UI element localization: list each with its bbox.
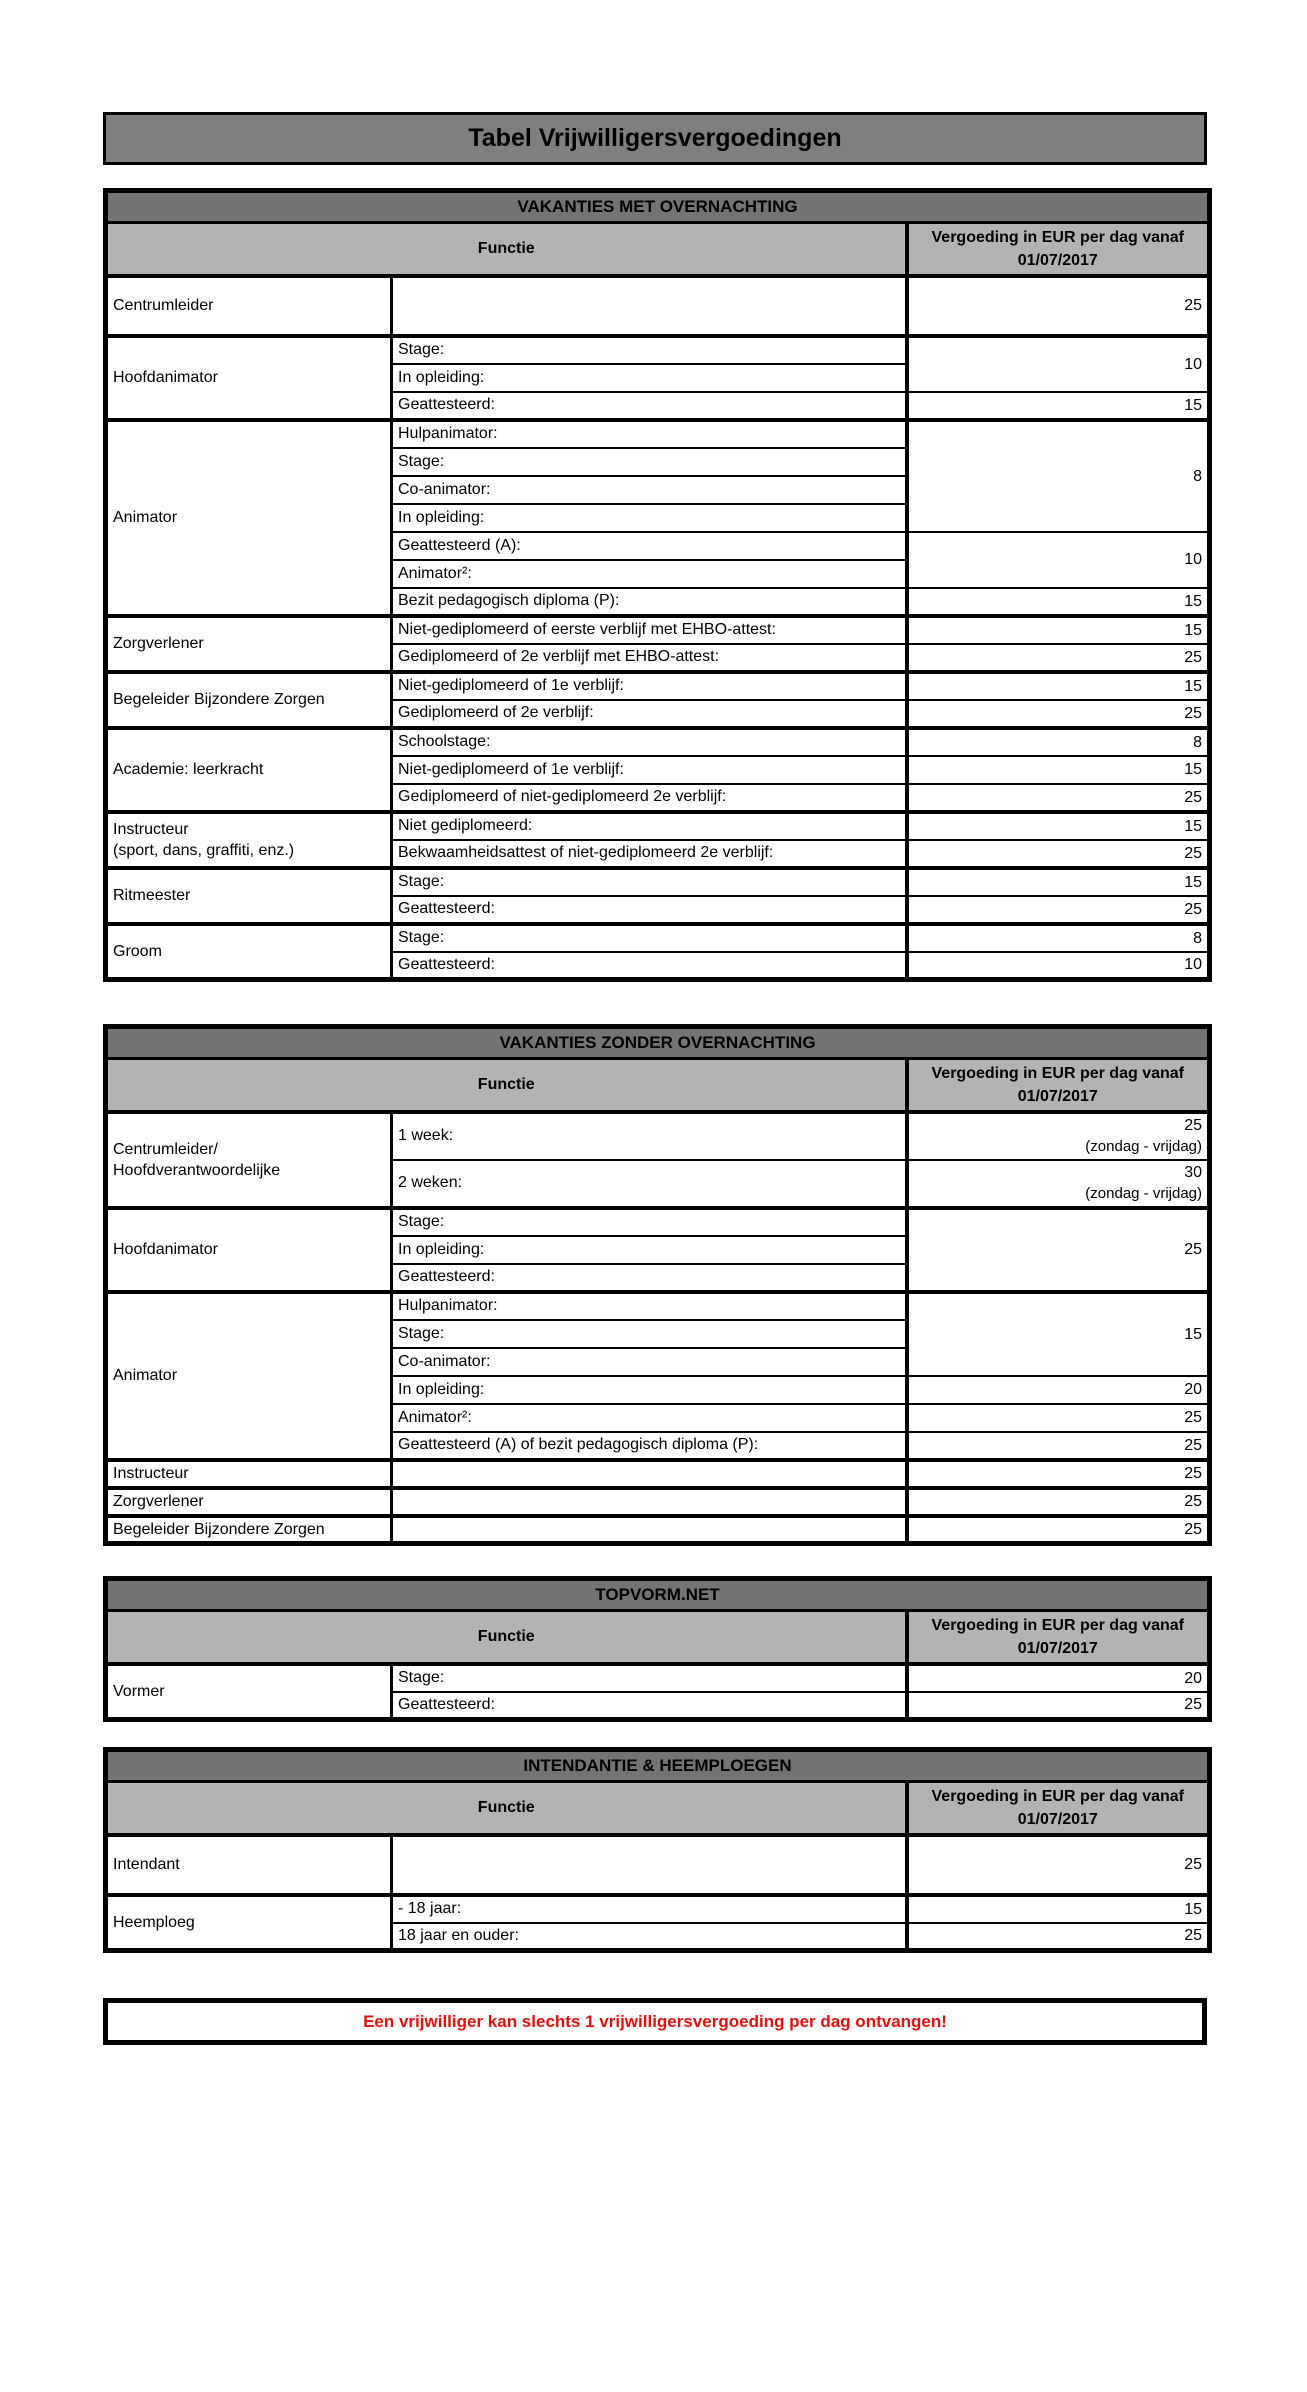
- function-cell: [106, 1835, 392, 1895]
- subcategory-cell: Hulpanimator:: [392, 420, 907, 448]
- amount-cell: [907, 588, 1210, 616]
- table-row: [106, 812, 1210, 840]
- table-row: [106, 1292, 1210, 1320]
- table-row: [106, 420, 1210, 448]
- subcategory-cell: Stage:: [392, 336, 907, 364]
- amount-cell: [907, 1404, 1210, 1432]
- column-header-vergoeding-line2: 01/07/2017: [1017, 251, 1098, 269]
- subcategory-cell: Geattesteerd (A) of bezit pedagogisch diploma (P):: [392, 1432, 907, 1460]
- amount-value: 25: [1184, 844, 1203, 862]
- amount-cell: [907, 924, 1210, 952]
- amount-value: 15: [1184, 817, 1203, 835]
- function-name-line: Zorgverlener: [113, 1493, 204, 1510]
- table-row: [106, 336, 1210, 364]
- subcategory-cell: Geattesteerd:: [392, 1264, 907, 1292]
- subcategory-cell: In opleiding:: [392, 364, 907, 392]
- section-title: VAKANTIES MET OVERNACHTING: [106, 191, 1210, 223]
- function-name-line: Vormer: [113, 1682, 165, 1700]
- subcategory-cell: Hulpanimator:: [392, 1292, 907, 1320]
- subcategory-cell: Co-animator:: [392, 1348, 907, 1376]
- subcategory-cell: In opleiding:: [392, 504, 907, 532]
- function-name-line: Animator: [113, 509, 178, 526]
- function-name-line: Intendant: [113, 1856, 180, 1873]
- amount-value: 25: [1184, 1493, 1203, 1510]
- function-name-line: Begeleider Bijzondere Zorgen: [113, 691, 325, 708]
- subcategory-cell: [392, 1488, 907, 1516]
- function-name-line: Zorgverlener: [113, 635, 204, 652]
- column-header-vergoeding: [907, 223, 1210, 276]
- column-header-vergoeding-line1: Vergoeding in EUR per dag vanaf: [931, 1064, 1184, 1082]
- amount-cell: [907, 672, 1210, 700]
- amount-cell: [907, 868, 1210, 896]
- subcategory-cell: In opleiding:: [392, 1376, 907, 1404]
- page-title-bar: [103, 112, 1207, 165]
- table-row: [106, 672, 1210, 700]
- subcategory-cell: Geattesteerd:: [392, 952, 907, 980]
- document-page: [103, 112, 1207, 2045]
- subcategory-cell: In opleiding:: [392, 1236, 907, 1264]
- function-cell: [106, 1516, 392, 1544]
- amount-value: 25: [1184, 1856, 1203, 1873]
- function-cell: [106, 1208, 392, 1292]
- amount-cell: [907, 952, 1210, 980]
- amount-value: 8: [1193, 929, 1203, 947]
- table-row: [106, 1488, 1210, 1516]
- amount-value: 15: [1184, 396, 1203, 414]
- function-cell: [106, 1292, 392, 1460]
- amount-cell: [907, 420, 1210, 532]
- subcategory-cell: Co-animator:: [392, 476, 907, 504]
- column-header-functie: Functie: [106, 223, 907, 276]
- amount-cell: [907, 700, 1210, 728]
- amount-cell: [907, 1112, 1210, 1160]
- table-row: [106, 1460, 1210, 1488]
- subcategory-cell: Stage:: [392, 924, 907, 952]
- table-row: [106, 1516, 1210, 1544]
- function-name-line: Begeleider Bijzondere Zorgen: [113, 1520, 325, 1538]
- amount-cell: [907, 532, 1210, 588]
- column-header-row: [106, 223, 1210, 276]
- amount-value: 15: [1184, 761, 1203, 778]
- table-row: [106, 728, 1210, 756]
- column-header-vergoeding-line2: 01/07/2017: [1017, 1087, 1098, 1105]
- amount-cell: [907, 1432, 1210, 1460]
- table-intendantie-heemploegen: [103, 1747, 1212, 1953]
- amount-value: 15: [1184, 1900, 1203, 1918]
- amount-cell: [907, 1160, 1210, 1208]
- amount-cell: [907, 728, 1210, 756]
- column-header-vergoeding-line1: Vergoeding in EUR per dag vanaf: [931, 1616, 1184, 1634]
- warning-banner: [103, 1998, 1207, 2045]
- subcategory-cell: 18 jaar en ouder:: [392, 1923, 907, 1951]
- function-name-line: Hoofdverantwoordelijke: [113, 1161, 281, 1179]
- amount-value: 25: [1184, 1409, 1203, 1426]
- function-name-line: Centrumleider: [113, 297, 214, 314]
- subcategory-cell: Bekwaamheidsattest of niet-gediplomeerd 2e verblijf:: [392, 840, 907, 868]
- subcategory-cell: Niet-gediplomeerd of 1e verblijf:: [392, 756, 907, 784]
- amount-cell: [907, 1835, 1210, 1895]
- warning-text: Een vrijwilliger kan slechts 1 vrijwilligersvergoeding per dag ontvangen!: [363, 2011, 947, 2031]
- function-name-line: Instructeur: [113, 1465, 189, 1482]
- subcategory-cell: Animator²:: [392, 1404, 907, 1432]
- function-name-line: Groom: [113, 942, 162, 960]
- subcategory-cell: Niet-gediplomeerd of 1e verblijf:: [392, 672, 907, 700]
- amount-cell: [907, 392, 1210, 420]
- amount-value: 15: [1184, 1325, 1203, 1343]
- function-cell: [106, 616, 392, 672]
- subcategory-cell: Bezit pedagogisch diploma (P):: [392, 588, 907, 616]
- amount-cell: [907, 756, 1210, 784]
- subcategory-cell: [392, 276, 907, 336]
- column-header-vergoeding: [907, 1059, 1210, 1112]
- subcategory-cell: Geattesteerd:: [392, 392, 907, 420]
- function-cell: [106, 672, 392, 728]
- amount-value: 20: [1184, 1381, 1203, 1398]
- table-row: [106, 1208, 1210, 1236]
- function-cell: [106, 420, 392, 616]
- function-cell: [106, 1112, 392, 1208]
- amount-value: 15: [1184, 621, 1203, 639]
- section-header-row: [106, 1579, 1210, 1611]
- subcategory-cell: Stage:: [392, 868, 907, 896]
- column-header-vergoeding-line1: Vergoeding in EUR per dag vanaf: [931, 1787, 1185, 1805]
- amount-value: 20: [1184, 1669, 1203, 1687]
- amount-value: 10: [1184, 956, 1203, 974]
- subcategory-cell: 2 weken:: [392, 1160, 907, 1208]
- table-row: [106, 1112, 1210, 1160]
- function-name-line: Instructeur: [113, 820, 189, 838]
- function-cell: [106, 812, 392, 868]
- subcategory-cell: Stage:: [392, 448, 907, 476]
- column-header-functie: Functie: [106, 1782, 907, 1835]
- function-cell: [106, 1895, 392, 1951]
- function-cell: [106, 1488, 392, 1516]
- amount-value: 10: [1184, 355, 1203, 373]
- amount-value: 8: [1193, 467, 1203, 485]
- function-name-line: Academie: leerkracht: [113, 761, 264, 778]
- amount-cell: [907, 1895, 1210, 1923]
- function-name-line: Animator: [113, 1367, 178, 1384]
- amount-value: 25: [1184, 788, 1203, 806]
- amount-value: 25: [1184, 1520, 1203, 1538]
- subcategory-cell: Stage:: [392, 1664, 907, 1692]
- column-header-row: [106, 1059, 1210, 1112]
- function-cell: [106, 336, 392, 420]
- section-header-row: [106, 1750, 1210, 1782]
- subcategory-cell: Gediplomeerd of 2e verblijf met EHBO-attest:: [392, 644, 907, 672]
- function-cell: [106, 728, 392, 812]
- subcategory-cell: Geattesteerd:: [392, 896, 907, 924]
- compensation-tables: [103, 188, 1207, 1953]
- subcategory-cell: Schoolstage:: [392, 728, 907, 756]
- column-header-functie: Functie: [106, 1059, 907, 1112]
- amount-note: (zondag - vrijdag): [1085, 1185, 1203, 1202]
- amount-value: 10: [1184, 551, 1203, 568]
- table-row: [106, 1664, 1210, 1692]
- amount-cell: [907, 1516, 1210, 1544]
- column-header-vergoeding: [907, 1611, 1210, 1664]
- column-header-row: [106, 1782, 1210, 1835]
- section-header-row: [106, 1027, 1210, 1059]
- subcategory-cell: - 18 jaar:: [392, 1895, 907, 1923]
- column-header-row: [106, 1611, 1210, 1664]
- amount-cell: [907, 336, 1210, 392]
- amount-value: 25: [1184, 1117, 1203, 1134]
- column-header-vergoeding-line1: Vergoeding in EUR per dag vanaf: [931, 228, 1185, 246]
- amount-cell: [907, 1664, 1210, 1692]
- amount-value: 25: [1184, 648, 1203, 666]
- subcategory-cell: [392, 1516, 907, 1544]
- amount-value: 8: [1193, 733, 1203, 751]
- amount-cell: [907, 1208, 1210, 1292]
- amount-cell: [907, 1488, 1210, 1516]
- amount-cell: [907, 1460, 1210, 1488]
- subcategory-cell: [392, 1835, 907, 1895]
- function-name-line: Hoofdanimator: [113, 1241, 218, 1258]
- amount-cell: [907, 896, 1210, 924]
- amount-value: 15: [1184, 677, 1203, 695]
- amount-value: 25: [1184, 704, 1203, 722]
- amount-value: 25: [1184, 900, 1203, 918]
- table-vakanties-met-overnachting: [103, 188, 1212, 982]
- amount-cell: [907, 616, 1210, 644]
- subcategory-cell: Stage:: [392, 1208, 907, 1236]
- amount-cell: [907, 784, 1210, 812]
- column-header-functie: Functie: [106, 1611, 907, 1664]
- table-row: [106, 1835, 1210, 1895]
- function-cell: [106, 868, 392, 924]
- subcategory-cell: Gediplomeerd of niet-gediplomeerd 2e verblijf:: [392, 784, 907, 812]
- subcategory-cell: Niet gediplomeerd:: [392, 812, 907, 840]
- table-row: [106, 868, 1210, 896]
- column-header-vergoeding-line2: 01/07/2017: [1017, 1639, 1098, 1657]
- table-row: [106, 276, 1210, 336]
- function-cell: [106, 924, 392, 980]
- amount-value: 30: [1184, 1164, 1203, 1181]
- amount-note: (zondag - vrijdag): [1085, 1138, 1203, 1155]
- amount-cell: [907, 812, 1210, 840]
- amount-value: 25: [1184, 1696, 1203, 1714]
- section-title: VAKANTIES ZONDER OVERNACHTING: [106, 1027, 1210, 1059]
- amount-cell: [907, 276, 1210, 336]
- function-cell: [106, 276, 392, 336]
- column-header-vergoeding: [907, 1782, 1210, 1835]
- subcategory-cell: Gediplomeerd of 2e verblijf:: [392, 700, 907, 728]
- column-header-vergoeding-line2: 01/07/2017: [1017, 1810, 1098, 1828]
- section-title: INTENDANTIE & HEEMPLOEGEN: [106, 1750, 1210, 1782]
- subcategory-cell: Geattesteerd (A):: [392, 532, 907, 560]
- table-row: [106, 616, 1210, 644]
- subcategory-cell: Niet-gediplomeerd of eerste verblijf met EHBO-attest:: [392, 616, 907, 644]
- amount-value: 25: [1184, 1436, 1203, 1454]
- subcategory-cell: Stage:: [392, 1320, 907, 1348]
- amount-cell: [907, 1923, 1210, 1951]
- table-row: [106, 1895, 1210, 1923]
- subcategory-cell: [392, 1460, 907, 1488]
- amount-cell: [907, 1692, 1210, 1720]
- amount-cell: [907, 840, 1210, 868]
- table-row: [106, 924, 1210, 952]
- function-cell: [106, 1664, 392, 1720]
- function-name-line: Heemploeg: [113, 1913, 195, 1931]
- section-title: TOPVORM.NET: [106, 1579, 1210, 1611]
- table-topvorm-net: [103, 1576, 1212, 1722]
- subcategory-cell: Geattesteerd:: [392, 1692, 907, 1720]
- amount-cell: [907, 1376, 1210, 1404]
- amount-value: 25: [1184, 1465, 1203, 1482]
- function-name-line: Hoofdanimator: [113, 369, 218, 386]
- amount-value: 25: [1184, 1927, 1203, 1945]
- table-vakanties-zonder-overnachting: [103, 1024, 1212, 1546]
- function-name-line: (sport, dans, graffiti, enz.): [113, 841, 295, 859]
- amount-value: 25: [1184, 297, 1203, 314]
- amount-value: 25: [1184, 1241, 1203, 1258]
- amount-cell: [907, 644, 1210, 672]
- amount-value: 15: [1184, 873, 1203, 891]
- amount-value: 15: [1184, 592, 1203, 610]
- section-header-row: [106, 191, 1210, 223]
- subcategory-cell: Animator²:: [392, 560, 907, 588]
- page-title: Tabel Vrijwilligersvergoedingen: [468, 124, 842, 152]
- subcategory-cell: 1 week:: [392, 1112, 907, 1160]
- amount-cell: [907, 1292, 1210, 1376]
- function-name-line: Ritmeester: [113, 887, 191, 904]
- function-name-line: Centrumleider/: [113, 1140, 218, 1158]
- function-cell: [106, 1460, 392, 1488]
